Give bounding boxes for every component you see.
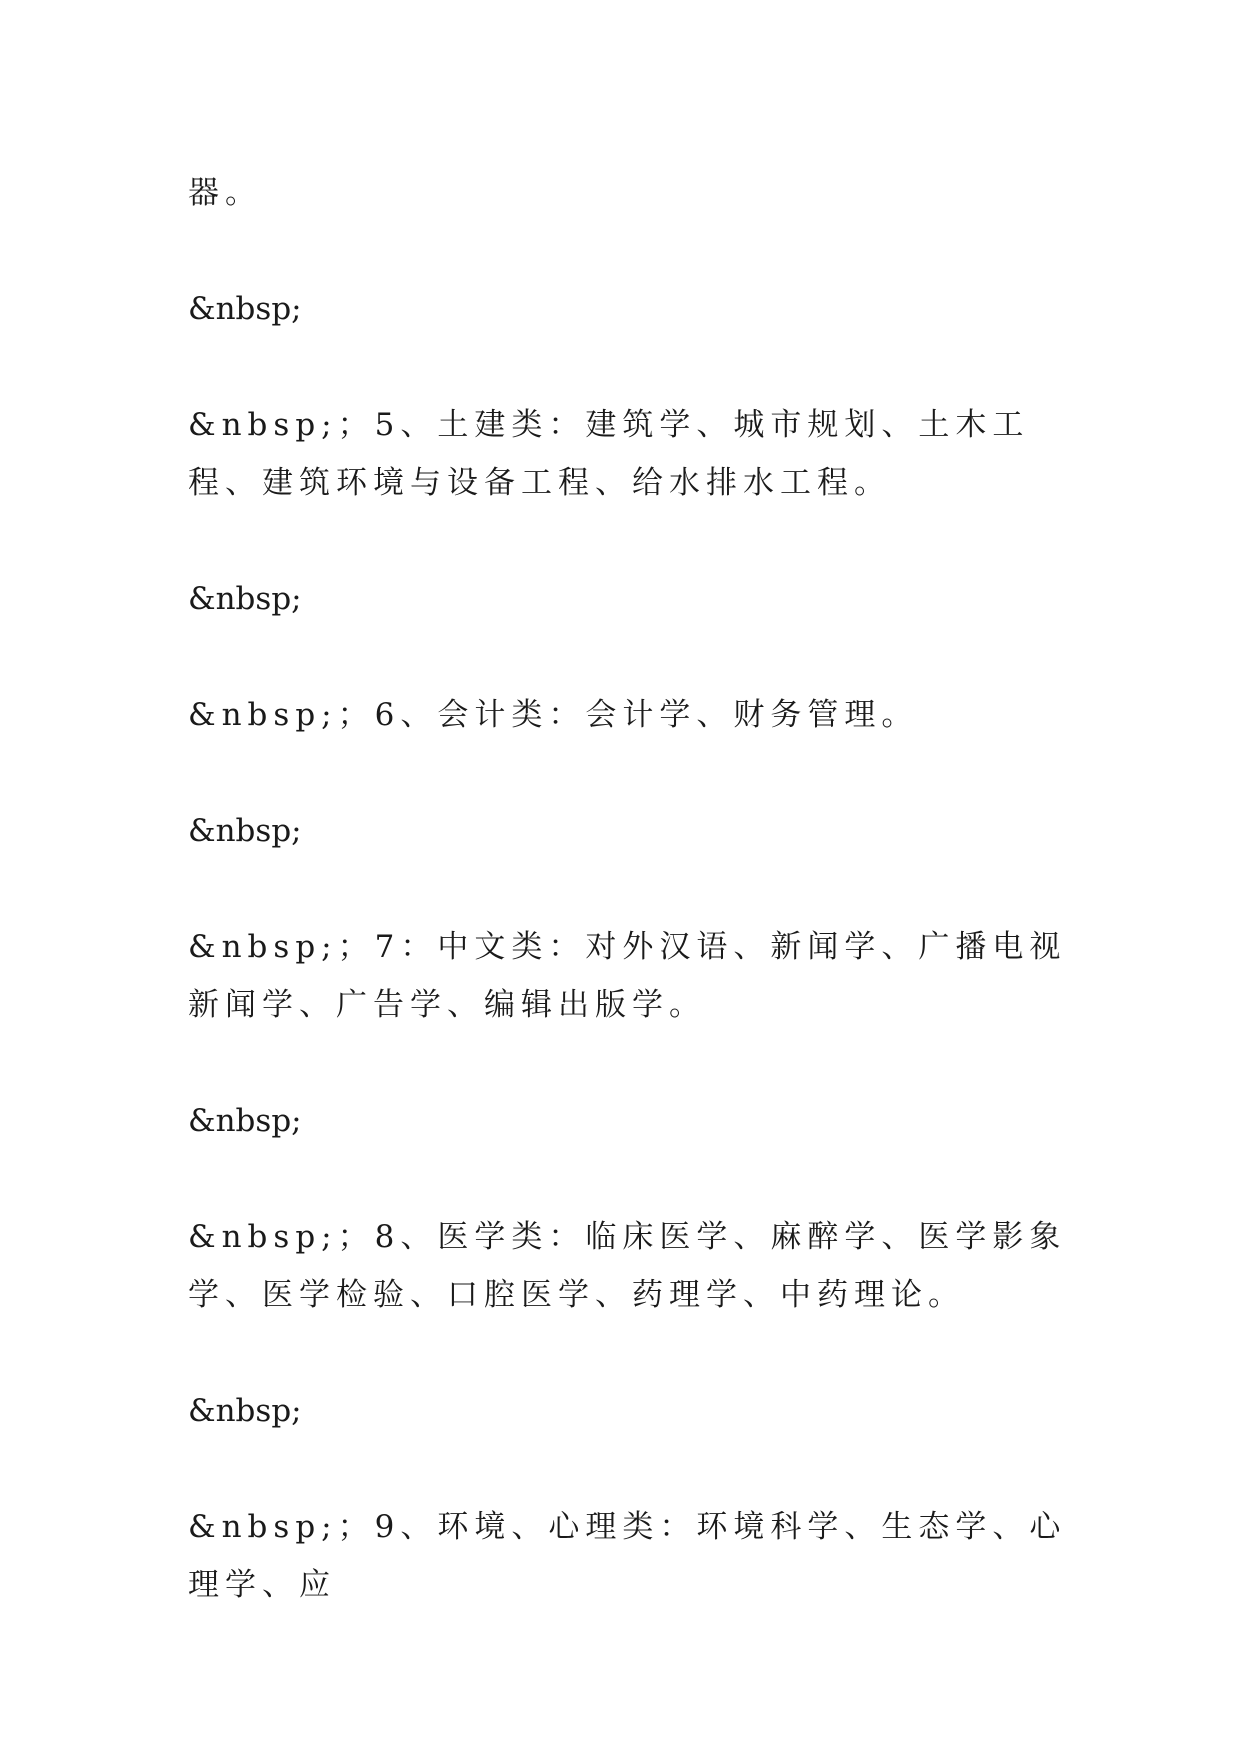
paragraph-nbsp: &nbsp; (188, 581, 302, 617)
paragraph-spacer (188, 1324, 1078, 1382)
paragraph-spacer (188, 860, 1078, 918)
paragraph-nbsp: &nbsp; (188, 291, 302, 327)
paragraph-continuation: 器。 (188, 175, 262, 211)
paragraph-item-5: &nbsp;；5、土建类：建筑学、城市规划、土木工程、建筑环境与设备工程、给水排水工程。 (188, 407, 1030, 501)
paragraph-spacer (188, 1150, 1078, 1208)
paragraph-nbsp: &nbsp; (188, 1103, 302, 1139)
paragraph-spacer (188, 628, 1078, 686)
paragraph-item-7: &nbsp;；7：中文类：对外汉语、新闻学、广播电视新闻学、广告学、编辑出版学。 (188, 929, 1067, 1023)
paragraph-spacer (188, 512, 1078, 570)
paragraph-spacer (188, 744, 1078, 802)
paragraph-nbsp: &nbsp; (188, 813, 302, 849)
paragraph-item-8: &nbsp;；8、医学类：临床医学、麻醉学、医学影象学、医学检验、口腔医学、药理学、中药理论。 (188, 1219, 1067, 1313)
paragraph-spacer (188, 222, 1078, 280)
paragraph-item-9: &nbsp;；9、环境、心理类：环境科学、生态学、心理学、应 (188, 1509, 1067, 1603)
paragraph-spacer (188, 1034, 1078, 1092)
paragraph-item-6: &nbsp;；6、会计类：会计学、财务管理。 (188, 697, 919, 733)
paragraph-spacer (188, 1440, 1078, 1498)
paragraph-nbsp: &nbsp; (188, 1393, 302, 1429)
document-body (188, 164, 1078, 1614)
paragraph-spacer (188, 338, 1078, 396)
